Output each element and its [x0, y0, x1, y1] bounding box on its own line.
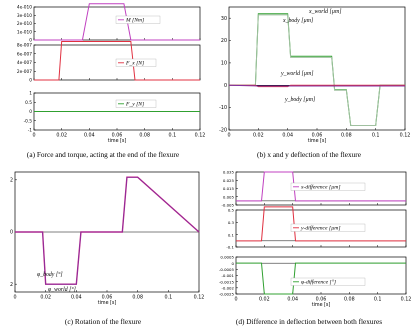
- caption-b: (b) x and y deflection of the flexure: [257, 150, 361, 159]
- panel-d-plot-2-xtick-label: 0.08: [343, 297, 355, 303]
- panel-d-plot-2-ytick-label: 0.0005: [220, 254, 234, 260]
- panel-a-plot-0-ytick-label: 2e-010: [16, 22, 32, 28]
- panel-a-legend-1-label: F_x [N]: [126, 60, 145, 67]
- panel-b-xtick-label: 0.12: [399, 133, 411, 139]
- panel-a-legend-0-label: M [Nm]: [126, 17, 145, 24]
- panel-b-ytick-label: 30: [220, 16, 227, 22]
- panel-a-plot-2-ytick-label: 0: [29, 110, 32, 116]
- panel-b-xtick-label: 0.06: [311, 133, 323, 139]
- panel-b-ytick-label: 10: [220, 61, 227, 67]
- panel-c-xtick-label: 0.08: [132, 295, 144, 301]
- panel-c-label-phibody: φ_body [°]: [37, 272, 63, 278]
- panel-d-legend-0-label: x-difference [µm]: [301, 184, 341, 191]
- panel-d-plot-0-ytick-label: 0.005: [222, 194, 234, 200]
- panel-a-plot-1-ytick-label: 4e-007: [16, 61, 32, 67]
- panel-c-xtick-label: 0.04: [70, 295, 82, 301]
- panel-d-plot-2-ytick-label: -0.0005: [218, 266, 234, 272]
- panel-a-plot-1-ytick-label: 0: [29, 78, 32, 84]
- panel-c-xlabel: time [s]: [97, 301, 117, 306]
- panel-d-plot-1-ytick-label: -0.1: [226, 244, 234, 250]
- panel-a-plot-2-xtick-label: 0.1: [168, 133, 177, 139]
- panel-b-xtick-label: 0.1: [371, 133, 380, 139]
- panel-d-plot-0-ytick-label: 0.025: [222, 177, 234, 183]
- panel-a-plot-2-ytick-label: -0.5: [23, 119, 32, 125]
- panel-b-xtick-label: 0.08: [340, 133, 352, 139]
- panel-c-ytick-label: 2: [9, 178, 13, 184]
- panel-a-plot-2-xtick-label: 0.12: [194, 133, 206, 139]
- panel-a-plot-0-ytick-label: 4e-010: [16, 5, 32, 11]
- panel-d-plot-2-ytick-label: -0.0015: [218, 279, 234, 285]
- panel-a-xlabel: time [s]: [107, 139, 127, 144]
- panel-a-plot-2-xtick-label: 0.08: [139, 133, 151, 139]
- panel-d-plot-2-ytick-label: -0.001: [221, 273, 234, 279]
- panel-a-plot-2-ytick-label: 1: [29, 91, 32, 97]
- panel-d-plot-2-xtick-label: 0.12: [400, 297, 412, 303]
- caption-d: (d) Difference in deflection between both flexures: [235, 317, 383, 326]
- panel-c-ytick-label: 0: [9, 230, 13, 236]
- panel-a-plot-2-xtick-label: 0.02: [56, 133, 68, 139]
- panel-d-plot-2-xtick-label: 0.02: [258, 297, 270, 303]
- panel-d-xlabel: time [s]: [311, 303, 331, 308]
- panel-d-plot-2-ytick-label: -0.002: [221, 285, 234, 291]
- panel-a-plot-2-xtick-label: 0.04: [83, 133, 95, 139]
- panel-b-label-yworld: y_world [µm]: [281, 71, 314, 77]
- panel-a-plot-2-ytick-label: 0.5: [25, 100, 32, 106]
- panel-d-legend-2-label: φ-difference [°]: [301, 279, 337, 286]
- panel-a-plot-0-ytick-label: 0: [29, 38, 32, 44]
- panel-b-xtick-label: 0: [227, 133, 231, 139]
- panel-a-plot-1-ytick-label: 2e-007: [16, 69, 32, 75]
- caption-c: (c) Rotation of the flexure: [64, 317, 142, 326]
- panel-b-xlabel: time [s]: [307, 139, 327, 144]
- panel-b-ytick-label: -20: [219, 128, 227, 134]
- panel-d-plot-1-ytick-label: 0.5: [227, 207, 234, 213]
- panel-d-plot-2-ytick-label: -0.0025: [218, 291, 234, 297]
- panel-a-plot-0-ytick-label: 3e-010: [16, 13, 32, 19]
- panel-b-label-ybody: y_body [µm]: [285, 97, 316, 103]
- panel-d-plot-0-ytick-label: -0.005: [221, 202, 234, 208]
- panel-d-plot-2-xtick-label: 0.1: [373, 297, 382, 303]
- panel-d-plot-2-xtick-label: 0: [234, 297, 238, 303]
- panel-d-plot-2-xtick-label: 0.04: [287, 297, 299, 303]
- panel-c-xtick-label: 0.02: [40, 295, 52, 301]
- panel-d-plot-0-ytick-label: 0.035: [222, 169, 234, 175]
- panel-a-plot-2-xtick-label: 0: [32, 133, 36, 139]
- panel-d-plot-2-xtick-label: 0.06: [315, 297, 327, 303]
- panel-c-ytick-label: 2: [9, 282, 13, 288]
- panel-b-ytick-label: 0: [223, 83, 227, 89]
- panel-c-xtick-label: 0: [13, 295, 17, 301]
- panel-b-xtick-label: 0.04: [282, 133, 294, 139]
- panel-b-plot: [229, 7, 405, 130]
- panel-c-xtick-label: 0.12: [193, 295, 205, 301]
- panel-a-plot-0-ytick-label: 1e-010: [16, 30, 32, 36]
- panel-d-plot-0-ytick-label: 0.015: [222, 186, 234, 192]
- panel-c-xtick-label: 0.1: [164, 295, 173, 301]
- panel-a-plot-1-ytick-label: 8e-007: [16, 43, 32, 49]
- caption-a: (a) Force and torque, acting at the end of the flexure: [26, 150, 180, 159]
- panel-b-label-xworld: x_world [µm]: [309, 9, 342, 15]
- panel-a-plot-1-ytick-label: 6e-007: [16, 52, 32, 58]
- panel-d-plot-1-ytick-label: 0.3: [227, 219, 234, 225]
- panel-d-plot-2: [236, 257, 406, 294]
- panel-d-legend-1-label: y-difference [µm]: [301, 225, 341, 232]
- panel-d-plot-2-ytick-label: 0: [231, 260, 234, 266]
- panel-b-xtick-label: 0.02: [252, 133, 264, 139]
- panel-c-label-phiworld: φ_world [°]: [48, 287, 76, 293]
- panel-b-label-xbody: x_body [µm]: [283, 18, 314, 24]
- panel-b-ytick-label: -10: [219, 106, 227, 112]
- panel-d-plot-1-ytick-label: 0.1: [227, 232, 234, 238]
- panel-a-plot-2-xtick-label: 0.06: [111, 133, 123, 139]
- panel-a-plot-2-ytick-label: -1: [27, 128, 32, 134]
- panel-a-legend-2-label: F_y [N]: [126, 101, 145, 108]
- panel-b-ytick-label: 20: [220, 39, 227, 45]
- panel-c-xtick-label: 0.06: [101, 295, 113, 301]
